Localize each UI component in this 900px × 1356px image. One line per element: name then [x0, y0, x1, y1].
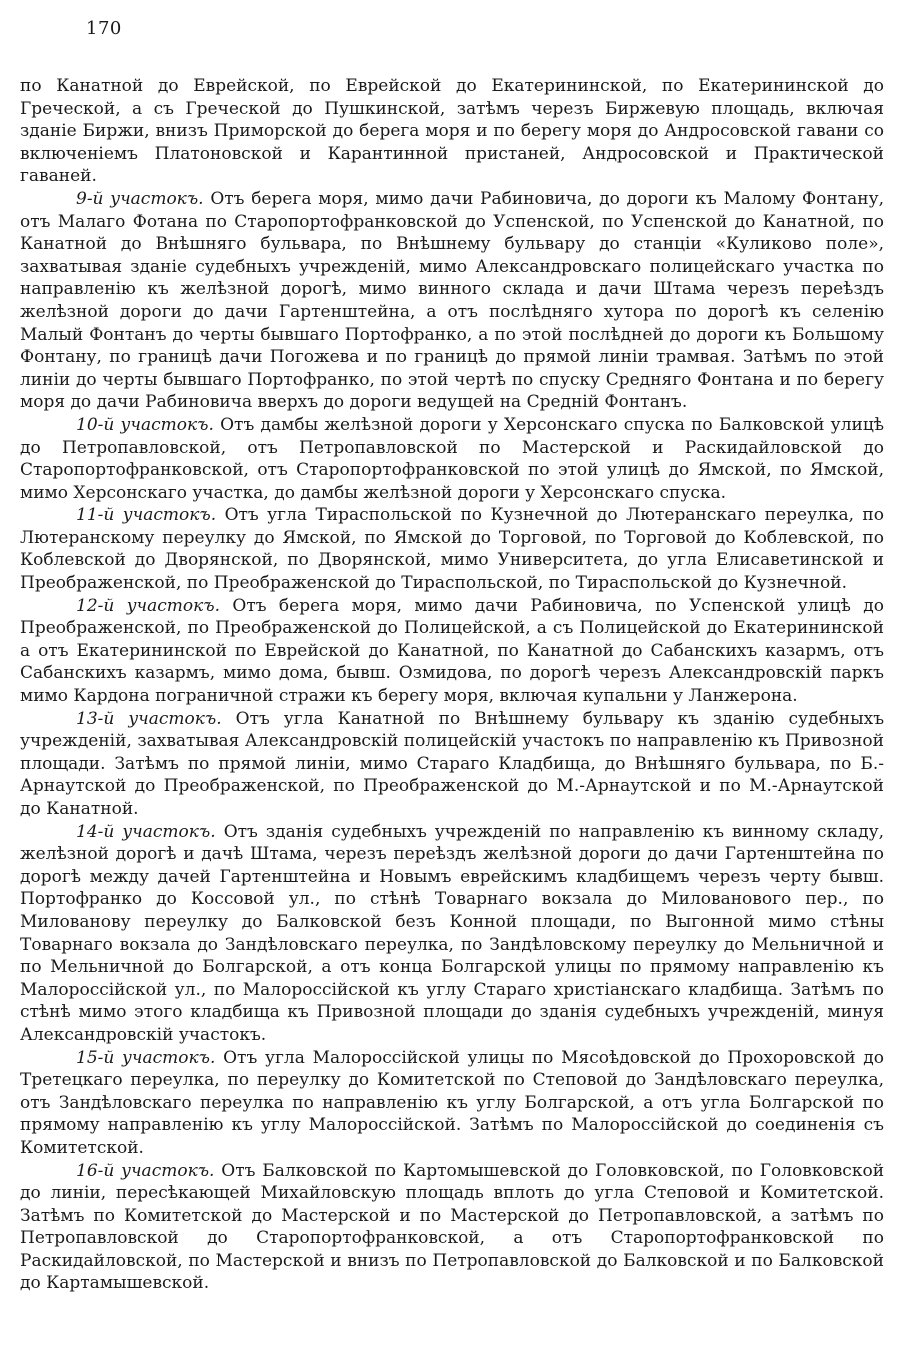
page-number: 170 — [86, 18, 122, 39]
paragraph-text: Отъ угла Малороссійской улицы по Мясоѣдовской до Прохоровской до Третецкаго переулка, по переулку до Комитетской по Степовой до Зандѣловскаго переулка, отъ Зандѣловскаго переулка по направленію къ углу Болгарской, а отъ угла Болгарской по прямому направленію къ углу Малороссійской. Затѣмъ по Малороссійской до соединенія съ Комитетской. — [20, 1047, 884, 1158]
district-label: 10-й участокъ. — [76, 414, 214, 435]
district-label: 9-й участокъ. — [76, 188, 204, 209]
paragraph-text: Отъ берега моря, мимо дачи Рабиновича, по Успенской улицѣ до Преображенской, по Преображенской до Полицейской, а съ Полицейской до Екатерининской а отъ Екатерининской по Еврейской до Канатной, по Канатной до Сабанскихъ казармъ, отъ Сабанскихъ казармъ, мимо дома, бывш. Озмидова, по дорогѣ черезъ Александровскій паркъ мимо Кардона пограничной стражи къ берегу моря, включая купальни у Ланжерона. — [20, 595, 885, 707]
paragraph-text: Отъ угла Тираспольской по Кузнечной до Лютеранскаго переулка, по Лютеранскому переулку до Ямской, по Ямской до Торговой, по Торговой до Коблевской, по Коблевской до Дворянской, по Дворянской, мимо Университета, до угла Елисаветинской и Преображенской, по Преображенской до Тираспольской, по Тираспольской до Кузнечной. — [20, 505, 884, 594]
paragraph-text: Отъ угла Канатной по Внѣшнему бульвару къ зданію судебныхъ учрежденій, захватывая Александровскій полицейскій участокъ по направленію къ Привозной площади. Затѣмъ по прямой линіи, мимо Стараго Кладбища, до Внѣшняго бульвара, по Б.-Арнаутской до Преображенской, по Преображенской до М.-Арнаутской и по М.-Арнаутской до Канатной. — [20, 708, 885, 819]
paragraph-continuation — [20, 75, 884, 188]
paragraph-district-13 — [20, 708, 884, 821]
paragraph-district-9 — [20, 188, 884, 414]
paragraph-district-16 — [20, 1160, 884, 1296]
paragraph-district-15 — [20, 1047, 884, 1160]
paragraph-district-11 — [20, 504, 884, 594]
paragraph-district-10 — [20, 414, 884, 504]
district-label: 16-й участокъ. — [76, 1160, 215, 1181]
body-text — [20, 75, 884, 1295]
district-label: 14-й участокъ. — [76, 821, 216, 842]
district-label: 13-й участокъ. — [76, 708, 222, 729]
district-label: 11-й участокъ. — [76, 505, 217, 526]
paragraph-text: Отъ зданія судебныхъ учрежденій по направленію къ винному складу, желѣзной дорогѣ и дачѣ Штама, черезъ переѣздъ желѣзной дороги до дачи Гартенштейна по дорогѣ между дачей Гартенштейна и Новымъ еврейскимъ кладбищемъ черезъ черту бывш. Портофранко до Коссовой ул., по стѣнѣ Товарнаго вокзала до Милованового пер., по Милованову переулку до Балковской безъ Конной площади, по Выгонной мимо стѣны Товарнаго вокзала до Зандѣловскаго переулка, по Зандѣловскому переулку до Мельничной и по Мельничной до Болгарской, а отъ конца Болгарской улицы по прямому направленію къ Малороссійской ул., по Малороссійской къ углу Стараго христіанскаго кладбища. Затѣмъ по стѣнѣ мимо этого кладбища къ Привозной площади до зданія судебныхъ учрежденій, минуя Александровскій участокъ. — [20, 821, 885, 1045]
paragraph-text: Отъ дамбы желѣзной дороги у Херсонскаго спуска по Балковской улицѣ до Петропавловской, отъ Петропавловской по Мастерской и Раскидайловской до Старопортофранковской, отъ Старопортофранковской по этой улицѣ до Ямской, по Ямской, мимо Херсонскаго участка, до дамбы желѣзной дороги у Херсонскаго спуска. — [20, 414, 885, 503]
paragraph-district-14 — [20, 821, 884, 1047]
paragraph-district-12 — [20, 595, 884, 708]
district-label: 12-й участокъ. — [76, 595, 221, 616]
district-label: 15-й участокъ. — [76, 1047, 216, 1068]
paragraph-text: Отъ берега моря, мимо дачи Рабиновича, до дороги къ Малому Фонтану, отъ Малаго Фотана по Старопортофранковской до Успенской, по Успенской до Канатной, по Канатной до Внѣшняго бульвара, по Внѣшнему бульвару до станціи «Куликово поле», захватывая зданіе судебныхъ учрежденій, мимо Александровскаго полицейскаго участка по направленію къ желѣзной дорогѣ, мимо винного склада и дачи Штама черезъ переѣздъ желѣзной дороги до дачи Гартенштейна, а отъ послѣдняго хутора по дорогѣ къ селенію Малый Фонтанъ до черты бывшаго Портофранко, а по этой послѣдней до дороги къ Большому Фонтану, по границѣ дачи Погожева и по границѣ до прямой линіи трамвая. Затѣмъ по этой линіи до черты бывшаго Портофранко, по этой чертѣ по спуску Средняго Фонтана и по берегу моря до дачи Рабиновича вверхъ до дороги ведущей на Средній Фонтанъ. — [20, 188, 885, 413]
paragraph-text: по Канатной до Еврейской, по Еврейской до Екатерининской, по Екатерининской до Греческой, а съ Греческой до Пушкинской, затѣмъ черезъ Биржевую площадь, включая зданіе Биржи, внизъ Приморской до берега моря и по берегу моря до Андросовской гавани со включеніемъ Платоновской и Карантинной пристаней, Андросовской и Практической гаваней. — [20, 76, 884, 187]
paragraph-text: Отъ Балковской по Картомышевской до Головковской, по Головковской до линіи, пересѣкающей Михайловскую площадь вплоть до угла Степовой и Комитетской. Затѣмъ по Комитетской до Мастерской и по Мастерской до Петропавловской, а затѣмъ по Петропавловской до Старопортофранковской, а отъ Старопортофранковской по Раскидайловской, по Мастерской и внизъ по Петропавловской до Балковской и по Балковской до Картамышевской. — [20, 1160, 885, 1294]
